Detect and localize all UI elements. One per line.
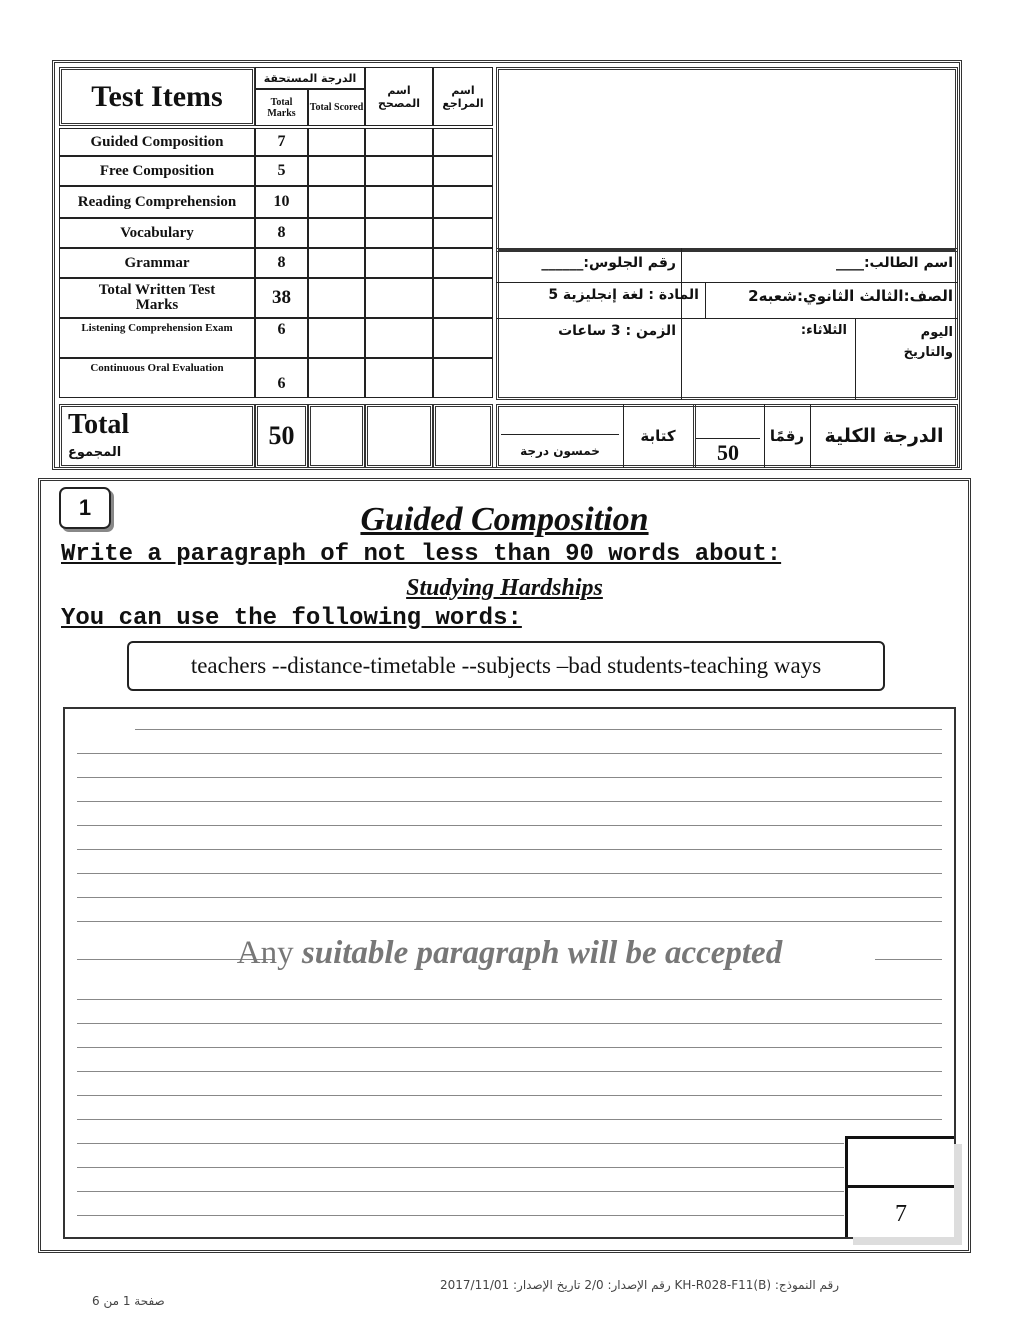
row-marks-value: 38 — [272, 287, 291, 308]
time-label: الزمن : 3 ساعات — [558, 323, 676, 339]
row-marks — [255, 128, 308, 156]
grade-label: الصف:الثالث الثانوي:شعبه2 — [748, 287, 953, 305]
words-instruction: You can use the following words: — [61, 605, 522, 632]
scored-input[interactable] — [308, 318, 365, 358]
topic-text: Studying Hardships — [406, 575, 603, 601]
row-marks — [255, 156, 308, 186]
col-divider — [764, 404, 765, 468]
scored-input[interactable] — [308, 218, 365, 248]
total-label-ar: المجموع — [68, 445, 122, 460]
total-scored-header-label: Total Scored — [309, 102, 364, 113]
score-input[interactable] — [848, 1139, 954, 1188]
reviewer-cell[interactable] — [433, 318, 493, 358]
numbers-label: رقمًا — [769, 427, 805, 445]
total-reviewer-cell[interactable] — [433, 404, 493, 468]
row-marks — [255, 186, 308, 218]
table-row — [59, 248, 255, 278]
instruction: Write a paragraph of not less than 90 words about: — [61, 541, 782, 568]
date-label: اليوم والتاريخ — [903, 325, 953, 360]
row-marks-value: 5 — [277, 162, 286, 179]
row-marks-value: 10 — [273, 193, 290, 210]
reviewer-cell[interactable] — [433, 218, 493, 248]
col-divider — [810, 404, 811, 468]
question-title — [41, 501, 968, 539]
word-list: teachers --distance-timetable --subjects –bad students-teaching ways — [127, 641, 885, 691]
answer-note — [65, 935, 954, 972]
answer-note-italic: suitable paragraph will be accepted — [301, 935, 783, 971]
corrector-cell[interactable] — [365, 156, 433, 186]
score-sheet — [52, 60, 962, 470]
row-label: Reading Comprehension — [77, 193, 237, 210]
reviewer-cell[interactable] — [433, 128, 493, 156]
total-label-cell — [59, 404, 255, 468]
row-label: Total Written Test Marks — [98, 282, 216, 313]
words-label: كتابة — [640, 427, 676, 445]
row-label: Free Composition — [99, 162, 215, 179]
question-title-text: Guided Composition — [360, 501, 649, 538]
words-value: خمسون درجة — [501, 434, 619, 466]
writing-area[interactable] — [63, 707, 956, 1239]
scored-input[interactable] — [308, 358, 365, 398]
total-marks-header — [255, 89, 308, 126]
col-divider — [855, 318, 856, 400]
total-label: Total — [68, 409, 130, 440]
total-scored-header — [308, 89, 365, 126]
corrector-cell[interactable] — [365, 218, 433, 248]
row-marks — [255, 248, 308, 278]
corrector-cell[interactable] — [365, 278, 433, 318]
score-header-label: الدرجة المستحقة — [263, 71, 357, 85]
corrector-cell[interactable] — [365, 186, 433, 218]
row-marks-value: 6 — [277, 321, 286, 338]
row-marks — [255, 358, 308, 398]
question-number: 1 — [59, 487, 111, 529]
reviewer-cell[interactable] — [433, 278, 493, 318]
test-items-header — [59, 67, 255, 126]
reviewer-cell[interactable] — [433, 156, 493, 186]
corrector-cell[interactable] — [365, 358, 433, 398]
row-marks — [255, 278, 308, 318]
numbers-value: 50 — [696, 438, 760, 466]
total-marks-value: 50 — [268, 421, 295, 450]
col-divider — [681, 248, 682, 400]
table-row — [59, 156, 255, 186]
table-row — [59, 186, 255, 218]
table-row — [59, 358, 255, 398]
reviewer-cell[interactable] — [433, 358, 493, 398]
row-marks — [255, 318, 308, 358]
total-grade-label: الدرجة الكلية — [824, 425, 944, 447]
row-divider — [496, 318, 958, 319]
row-marks — [255, 218, 308, 248]
row-label: Grammar — [124, 254, 190, 271]
row-label: Continuous Oral Evaluation — [90, 362, 224, 374]
row-marks-value: 6 — [277, 375, 286, 392]
col-divider — [705, 282, 706, 318]
row-label: Guided Composition — [90, 133, 224, 150]
row-marks-value: 7 — [277, 133, 286, 150]
footer-line: رقم النموذج: KH-R028-F11(B) رقم الإصدار: 2/0 تاريخ الإصدار: 2017/11/01 — [440, 1278, 840, 1292]
scored-input[interactable] — [308, 278, 365, 318]
score-header — [255, 67, 365, 89]
reviewer-header — [433, 67, 493, 126]
col-divider — [623, 404, 624, 468]
row-divider — [496, 282, 958, 283]
reviewer-cell[interactable] — [433, 186, 493, 218]
scored-input[interactable] — [308, 186, 365, 218]
test-items-title: Test Items — [91, 79, 223, 113]
corrector-cell[interactable] — [365, 248, 433, 278]
row-label: Listening Comprehension Exam — [81, 322, 233, 334]
total-marks — [255, 404, 308, 468]
question-score-box — [845, 1136, 954, 1237]
table-row — [59, 128, 255, 156]
scored-input[interactable] — [308, 128, 365, 156]
reviewer-cell[interactable] — [433, 248, 493, 278]
scored-input[interactable] — [308, 156, 365, 186]
page-number: صفحة 1 من 6 — [92, 1294, 165, 1308]
total-corrector-cell[interactable] — [365, 404, 433, 468]
answer-note-plain: Any — [236, 935, 294, 971]
student-name-field[interactable]: اسم الطالب:____ — [835, 255, 953, 271]
row-marks-value: 8 — [277, 254, 286, 271]
scored-input[interactable] — [308, 248, 365, 278]
corrector-cell[interactable] — [365, 318, 433, 358]
row-label: Vocabulary — [120, 224, 194, 241]
table-row — [59, 278, 255, 318]
question-score: 7 — [895, 1200, 907, 1227]
seat-number-field[interactable]: رقم الجلوس:______ — [541, 255, 676, 271]
subject-label: المادة : لغة إنجليزية 5 — [548, 287, 699, 303]
reviewer-header-label: اسم المراجع — [442, 83, 484, 110]
logo-area — [496, 67, 958, 252]
col-divider — [693, 404, 696, 468]
total-marks-header-label: Total Marks — [267, 96, 296, 119]
guided-composition-section — [38, 478, 971, 1253]
row-marks-value: 8 — [277, 224, 286, 241]
topic — [41, 575, 968, 602]
corrector-cell[interactable] — [365, 128, 433, 156]
day-value: الثلاثاء: — [800, 323, 847, 338]
total-scored-input[interactable] — [308, 404, 365, 468]
table-row — [59, 318, 255, 358]
table-row — [59, 218, 255, 248]
corrector-header — [365, 67, 433, 126]
corrector-header-label: اسم المصحح — [378, 83, 420, 110]
